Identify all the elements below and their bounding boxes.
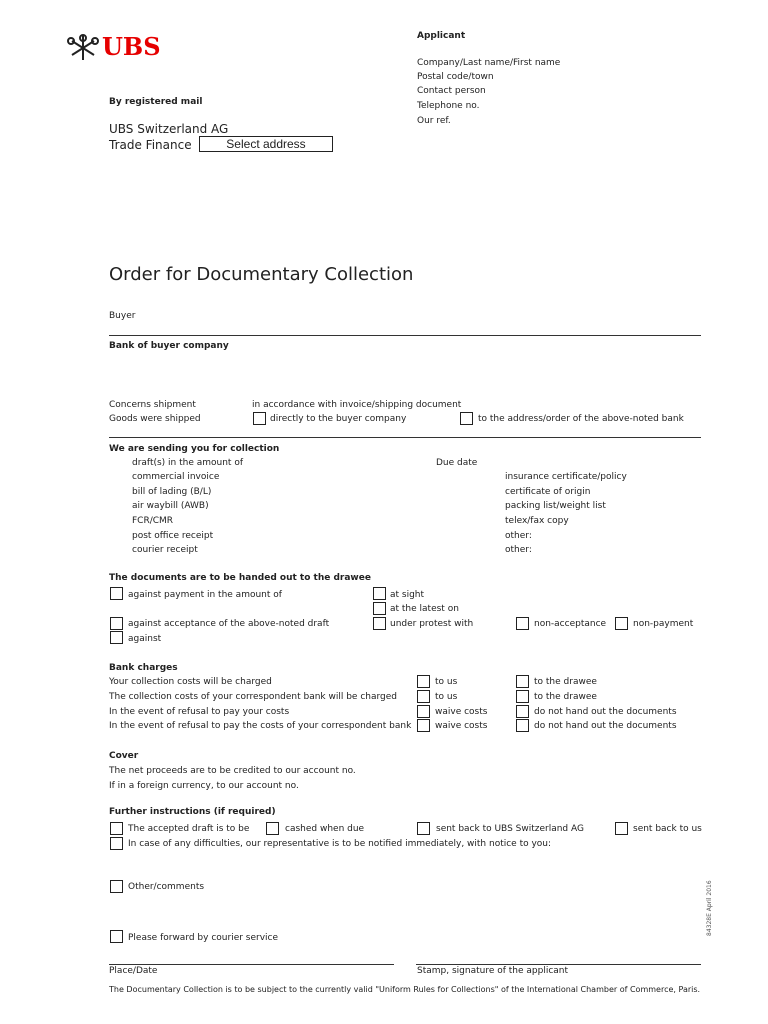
charges-row-3-label: In the event of refusal to pay your costs (109, 707, 290, 717)
doc-fcr-cmr: FCR/CMR (132, 516, 174, 526)
charges-row-3-opt1-checkbox[interactable] (417, 705, 430, 718)
cover-line-1: The net proceeds are to be credited to our account no. (109, 766, 356, 776)
sent-back-us-checkbox[interactable] (615, 822, 628, 835)
ubs-keys-icon (66, 33, 100, 63)
at-latest-checkbox[interactable] (373, 602, 386, 615)
against-acceptance-label: against acceptance of the above-noted draft (128, 619, 330, 629)
buyer-label: Buyer (109, 311, 136, 321)
bank-address-line1: UBS Switzerland AG (109, 122, 229, 136)
place-date-label: Place/Date (109, 966, 158, 976)
select-address-dropdown[interactable]: Select address (199, 136, 333, 152)
non-acceptance-checkbox[interactable] (516, 617, 529, 630)
non-acceptance-label: non-acceptance (534, 619, 607, 629)
charges-row-2-label: The collection costs of your correspondent bank will be charged (109, 692, 397, 702)
charges-row-2-opt2-checkbox[interactable] (516, 690, 529, 703)
registered-mail-label: By registered mail (109, 97, 203, 107)
difficulties-checkbox[interactable] (110, 837, 123, 850)
other-comments-checkbox[interactable] (110, 880, 123, 893)
goods-shipped-label: Goods were shipped (109, 414, 201, 424)
charges-row-1-label: Your collection costs will be charged (109, 677, 272, 687)
footer-note: The Documentary Collection is to be subject to the currently valid "Uniform Rules for Collections" of the International Chamber of Commerce, Paris. (109, 985, 701, 994)
applicant-postal-label: Postal code/town (417, 72, 494, 82)
applicant-ref-label: Our ref. (417, 116, 451, 126)
non-payment-checkbox[interactable] (615, 617, 628, 630)
difficulties-label: In case of any difficulties, our representative is to be notified immediately, with notice to you: (128, 839, 552, 849)
doc-packing-list: packing list/weight list (505, 501, 606, 511)
doc-post-office-receipt: post office receipt (132, 531, 214, 541)
against-checkbox[interactable] (110, 631, 123, 644)
doc-other-1: other: (505, 531, 532, 541)
charges-row-2-opt1-checkbox[interactable] (417, 690, 430, 703)
applicant-heading: Applicant (417, 31, 466, 41)
at-latest-label: at the latest on (390, 604, 459, 614)
charges-row-1-opt1-checkbox[interactable] (417, 675, 430, 688)
charges-row-4-opt2-checkbox[interactable] (516, 719, 529, 732)
at-sight-label: at sight (390, 590, 425, 600)
accepted-draft-label: The accepted draft is to be (128, 824, 250, 834)
stamp-signature-label: Stamp, signature of the applicant (417, 966, 569, 976)
sent-back-us-label: sent back to us (633, 824, 702, 834)
against-label: against (128, 634, 162, 644)
charges-row-4-label: In the event of refusal to pay the costs of your correspondent bank (109, 721, 412, 731)
at-sight-checkbox[interactable] (373, 587, 386, 600)
ubs-logo-text: UBS (102, 32, 161, 61)
doc-insurance-certificate: insurance certificate/policy (505, 472, 627, 482)
cover-line-2: If in a foreign currency, to our account no. (109, 781, 299, 791)
charges-row-2-opt1-label: to us (435, 692, 458, 702)
doc-telex-fax: telex/fax copy (505, 516, 569, 526)
applicant-phone-label: Telephone no. (417, 101, 480, 111)
doc-commercial-invoice: commercial invoice (132, 472, 220, 482)
shipped-direct-label: directly to the buyer company (270, 414, 407, 424)
charges-row-1-opt1-label: to us (435, 677, 458, 687)
cover-heading: Cover (109, 751, 139, 761)
side-code: 84328E April 2016 (706, 880, 713, 936)
bank-address-line2: Trade Finance (109, 138, 192, 152)
bank-of-buyer-label: Bank of buyer company (109, 341, 229, 351)
under-protest-label: under protest with (390, 619, 474, 629)
charges-row-3-opt1-label: waive costs (435, 707, 488, 717)
shipped-bank-label: to the address/order of the above-noted bank (478, 414, 684, 424)
charges-row-3-opt2-checkbox[interactable] (516, 705, 529, 718)
shipped-direct-checkbox[interactable] (253, 412, 266, 425)
sent-back-ubs-checkbox[interactable] (417, 822, 430, 835)
concerns-shipment-value: in accordance with invoice/shipping document (252, 400, 462, 410)
under-protest-checkbox[interactable] (373, 617, 386, 630)
charges-row-1-opt2-checkbox[interactable] (516, 675, 529, 688)
against-payment-label: against payment in the amount of (128, 590, 282, 600)
non-payment-label: non-payment (633, 619, 694, 629)
doc-courier-receipt: courier receipt (132, 545, 198, 555)
buyer-divider (109, 335, 701, 336)
page-title: Order for Documentary Collection (109, 264, 414, 285)
sent-back-ubs-label: sent back to UBS Switzerland AG (436, 824, 584, 834)
charges-row-2-opt2-label: to the drawee (534, 692, 597, 702)
other-comments-label: Other/comments (128, 882, 205, 892)
doc-certificate-of-origin: certificate of origin (505, 487, 591, 497)
charges-heading: Bank charges (109, 663, 178, 673)
courier-label: Please forward by courier service (128, 933, 279, 943)
charges-row-4-opt1-label: waive costs (435, 721, 488, 731)
shipped-bank-checkbox[interactable] (460, 412, 473, 425)
concerns-shipment-label: Concerns shipment (109, 400, 196, 410)
against-acceptance-checkbox[interactable] (110, 617, 123, 630)
applicant-company-label: Company/Last name/First name (417, 58, 561, 68)
against-payment-checkbox[interactable] (110, 587, 123, 600)
charges-row-4-opt1-checkbox[interactable] (417, 719, 430, 732)
further-heading: Further instructions (if required) (109, 807, 276, 817)
courier-checkbox[interactable] (110, 930, 123, 943)
handout-heading: The documents are to be handed out to the drawee (109, 573, 371, 583)
charges-row-3-opt2-label: do not hand out the documents (534, 707, 677, 717)
doc-other-2: other: (505, 545, 532, 555)
doc-air-waybill: air waybill (AWB) (132, 501, 209, 511)
doc-bill-of-lading: bill of lading (B/L) (132, 487, 212, 497)
charges-row-4-opt2-label: do not hand out the documents (534, 721, 677, 731)
cashed-label: cashed when due (285, 824, 365, 834)
applicant-contact-label: Contact person (417, 86, 486, 96)
shipment-divider (109, 437, 701, 438)
draft-amount-label: draft(s) in the amount of (132, 458, 243, 468)
collection-heading: We are sending you for collection (109, 444, 280, 454)
due-date-label: Due date (436, 458, 478, 468)
accepted-draft-checkbox[interactable] (110, 822, 123, 835)
cashed-checkbox[interactable] (266, 822, 279, 835)
charges-row-1-opt2-label: to the drawee (534, 677, 597, 687)
